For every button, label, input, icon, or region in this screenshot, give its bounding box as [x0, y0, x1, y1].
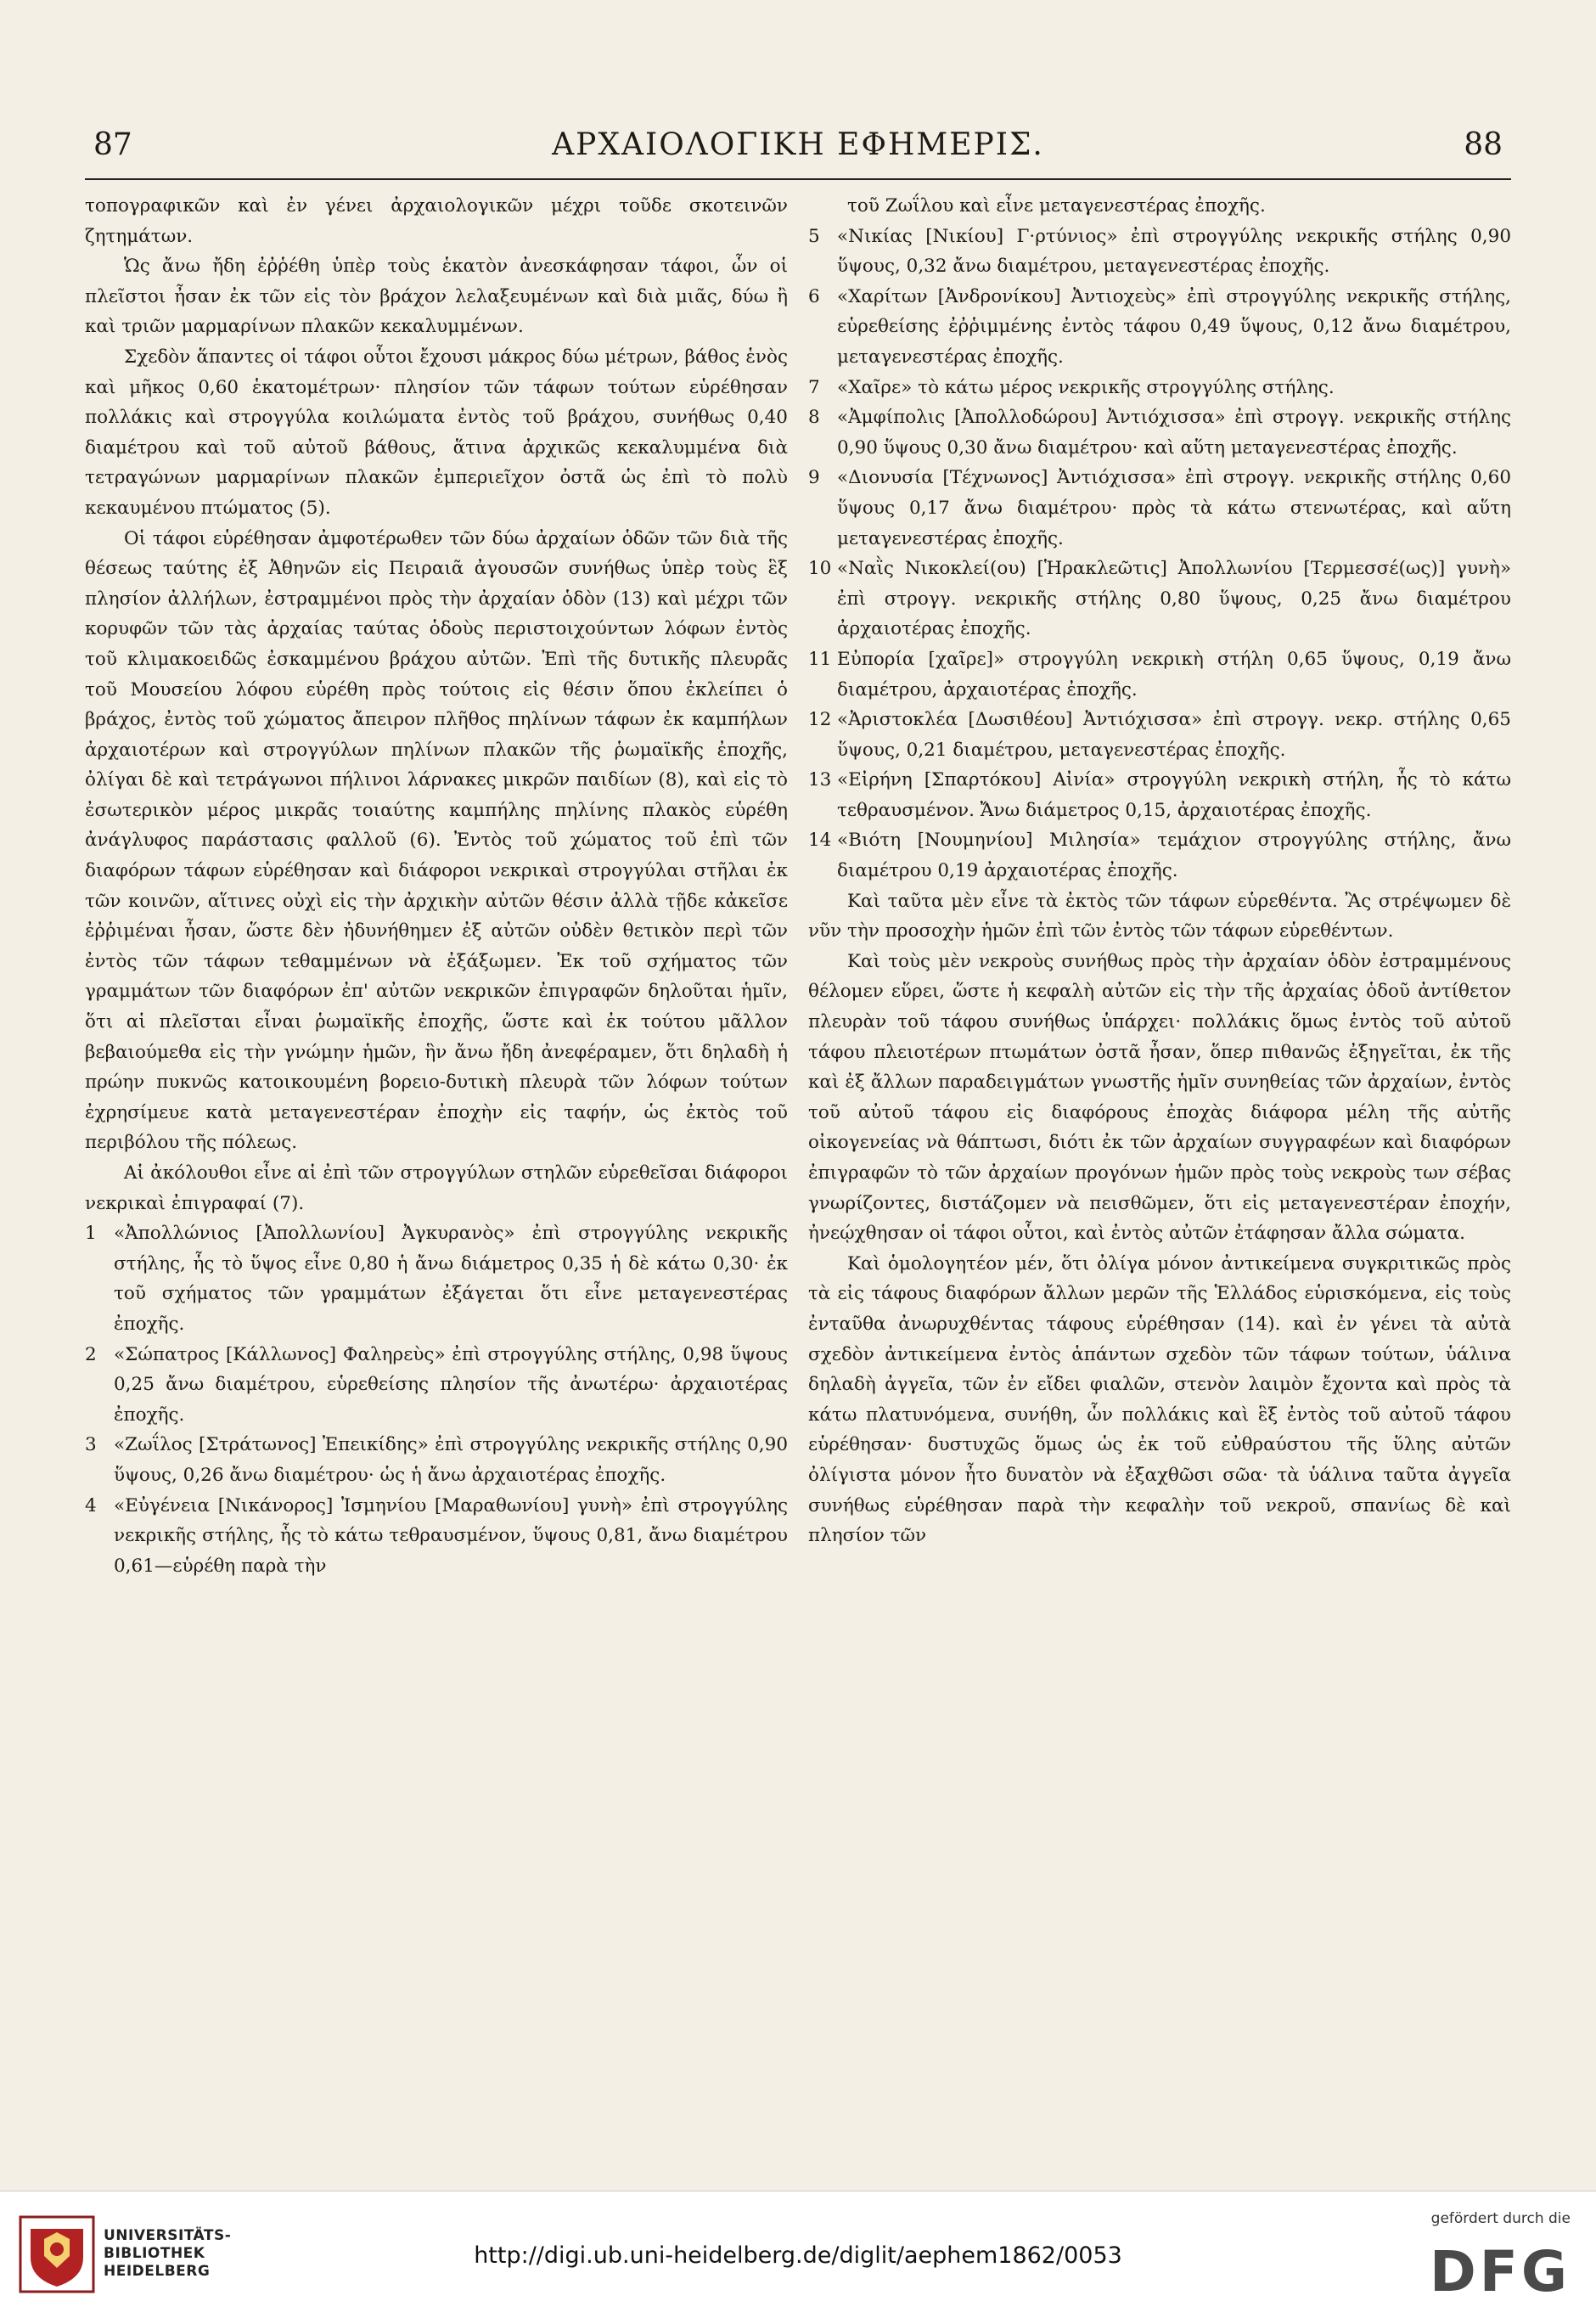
- inscription-item: [808, 282, 1511, 373]
- right-column: [808, 191, 1511, 1551]
- paragraph: Καὶ ταῦτα μὲν εἶνε τὰ ἐκτὸς τῶν τάφων εὑρεθέντα. Ἂς στρέψωμεν δὲ νῦν τὴν προσοχὴν ἡμῶν ἐπὶ τῶν ἐντὸς τῶν τάφων εὑρεθέντων.: [808, 890, 1511, 942]
- inscription-item: [808, 765, 1511, 825]
- item-text: «Χαῖρε» τὸ κάτω μέρος νεκρικῆς στρογγύλης στήλης.: [837, 376, 1335, 398]
- inscription-item: [808, 463, 1511, 554]
- item-number: 8: [808, 407, 820, 429]
- item-number: 2: [85, 1343, 97, 1365]
- paragraph: Ὡς ἄνω ἤδη ἐῤῥέθη ὑπὲρ τοὺς ἑκατὸν ἀνεσκάφησαν τάφοι, ὧν οἱ πλεῖστοι ἦσαν ἐκ τῶν εἰς τὸν βράχον λελαξευμένων καὶ διὰ μιᾶς, δύω ἢ καὶ τριῶν μαρμαρίνων πλακῶν κεκαλυμμένων.: [85, 256, 788, 338]
- header-rule: [85, 178, 1511, 180]
- paragraph: τοπογραφικῶν καὶ ἐν γένει ἀρχαιολογικῶν μέχρι τοῦδε σκοτεινῶν ζητημάτων.: [85, 195, 788, 247]
- item-number: 9: [808, 467, 820, 489]
- item-number: 6: [808, 285, 820, 307]
- dfg-logo: DFG: [1429, 2239, 1571, 2304]
- inscription-item: [808, 373, 1511, 403]
- inscription-item: [85, 1491, 788, 1582]
- item-text: «Εἰρήνη [Σπαρτόκου] Αἰνία» στρογγύλη νεκρικὴ στήλη, ἧς τὸ κάτω τεθραυσμένον. Ἄνω διάμετρος 0,15, ἀρχαιοτέρας ἐποχῆς.: [837, 769, 1511, 821]
- item-text: «Ἀριστοκλέα [Δωσιθέου] Ἀντιόχισσα» ἐπὶ στρογγ. νεκρ. στήλης 0,65 ὕψους, 0,21 διαμέτρου, μεταγενεστέρας ἐποχῆς.: [837, 709, 1511, 761]
- item-text: «Εὐγένεια [Νικάνορος] Ἰσμηνίου [Μαραθωνίου] γυνὴ» ἐπὶ στρογγύλης νεκρικῆς στήλης, ἧς τὸ κάτω τεθραυσμένον, ὕψους 0,81, ἄνω διαμέτρου 0,61—εὑρέθη παρὰ τὴν: [114, 1494, 788, 1577]
- item-number: 5: [808, 225, 820, 247]
- item-number: 1: [85, 1223, 97, 1245]
- item-text: Εὐπορία [χαῖρε]» στρογγύλη νεκρικὴ στήλη 0,65 ὕψους, 0,19 ἄνω διαμέτρου, ἀρχαιοτέρας ἐποχῆς.: [837, 648, 1511, 700]
- paragraph: Καὶ ὁμολογητέον μέν, ὅτι ὀλίγα μόνον ἀντικείμενα συγκριτικῶς πρὸς τὰ εἰς τάφους διαφόρων ἄλλων μερῶν τῆς Ἑλλάδος εὑρισκόμενα, εἰς τοὺς ἐνταῦθα ἀνωρυχθέντας τάφους εὑρέθησαν (14). καὶ ἐν γένει τὰ αὐτὰ σχεδὸν ἀντικείμενα ἐντὸς ἁπάντων σχεδὸν τῶν τάφων τούτων, ὑάλινα δηλαδὴ ἀγγεῖα, τῶν ἐν εἴδει φιαλῶν, στενὸν λαιμὸν ἔχοντα καὶ πρὸς τὰ κάτω πλατυνόμενα, συνήθη, ὧν πολλάκις καὶ ἓξ ἐντὸς τοῦ αὐτοῦ τάφου εὑρέθησαν· δυστυχῶς ὅμως ὡς ἐκ τοῦ εὐθραύστου τῆς ὕλης αὐτῶν ὀλίγιστα μόνον ἦτο δυνατὸν νὰ ἐξαχθῶσι σῶα· τὰ ὑάλινα ταῦτα ἀγγεῖα συνήθως εὑρέθησαν παρὰ τὴν κεφαλὴν τοῦ νεκροῦ, σπανίως δὲ καὶ πλησίον τῶν: [808, 1252, 1511, 1547]
- running-title: ΑΡΧΑΙΟΛΟΓΙΚΗ ΕΦΗΜΕΡΙΣ.: [552, 127, 1044, 162]
- item-number: 4: [85, 1494, 97, 1516]
- item-text: «Ζωΐλος [Στράτωνος] Ἐπεικίδης» ἐπὶ στρογγύλης νεκρικῆς στήλης 0,90 ὕψους, 0,26 ἄνω διαμέτρου· ὡς ἡ ἄνω ἀρχαιοτέρας ἐποχῆς.: [114, 1434, 788, 1486]
- inscription-item: [85, 1340, 788, 1431]
- source-url-link[interactable]: http://digi.ub.uni-heidelberg.de/diglit/aephem1862/0053: [474, 2242, 1122, 2269]
- item-number: 14: [808, 830, 832, 852]
- inscription-item: [808, 402, 1511, 463]
- footer-bar: [0, 2191, 1596, 2318]
- item-number: 3: [85, 1434, 97, 1456]
- funding-note: gefördert durch die: [1430, 2210, 1571, 2227]
- item-number: 13: [808, 769, 832, 791]
- item-text: «Ἀμφίπολις [Ἀπολλοδώρου] Ἀντιόχισσα» ἐπὶ στρογγ. νεκρικῆς στήλης 0,90 ὕψους 0,30 ἄνω διαμέτρου· καὶ αὕτη μεταγενεστέρας ἐποχῆς.: [837, 407, 1511, 459]
- item-text: «Διονυσία [Τέχνωνος] Ἀντιόχισσα» ἐπὶ στρογγ. νεκρικῆς στήλης 0,60 ὕψους 0,17 ἄνω διαμέτρου· πρὸς τὰ κάτω στενωτέρας, καὶ αὕτη μεταγενεστέρας ἐποχῆς.: [837, 467, 1511, 549]
- university-library-name: UNIVERSITÄTS- BIBLIOTHEK HEIDELBERG: [104, 2227, 232, 2280]
- item-number: 12: [808, 709, 832, 731]
- paragraph: Οἱ τάφοι εὑρέθησαν ἀμφοτέρωθεν τῶν δύω ἀρχαίων ὁδῶν τῶν διὰ τῆς θέσεως ταύτης ἐξ Ἀθηνῶν εἰς Πειραιᾶ ἀγουσῶν συνήθως ὑπὲρ τοὺς ἓξ πλησίον ἀλλήλων, ἐστραμμένοι πρὸς τὴν ἀρχαίαν ὁδὸν (13) καὶ μέχρι τῶν κορυφῶν τῶν τὰς ἀρχαίας ταύτας ὁδοὺς περιστοιχούντων λόφων ἐντὸς τοῦ κλιμακοειδῶς ἐσκαμμένου βράχου αὐτῶν. Ἐπὶ τῆς δυτικῆς πλευρᾶς τοῦ Μουσείου λόφου εὑρέθη πρὸς τούτοις εἰς θέσιν ὅπου ἐκλείπει ὁ βράχος, ἐντὸς τοῦ χώματος ἄπειρον πλῆθος πηλίνων τάφων ἐκ καμπήλων ἀρχαιοτέρων καὶ στρογγύλων πηλίνων πλακῶν τῆς ῥωμαϊκῆς ἐποχῆς, ὀλίγαι δὲ καὶ τετράγωνοι πήλινοι λάρνακες μικρῶν παιδίων (8), καὶ εἰς τὸ ἐσωτερικὸν μέρος μικρᾶς τοιαύτης καμπήλης πηλίνης πλακὸς εὑρέθη ἀνάγλυφος παράστασις φαλλοῦ (6). Ἐντὸς τοῦ χώματος τοῦ ἐπὶ τῶν διαφόρων τάφων εὑρέθησαν καὶ διάφοροι νεκρικαὶ στρογγύλαι στῆλαι ἐκ τῶν κοινῶν, αἵτινες οὐχὶ εἰς τὴν ἀρχικὴν αὐτῶν θέσιν ἀλλὰ τῇδε κἀκεῖσε ἐῤῥιμέναι ἦσαν, ὥστε δὲν ἠδυνήθημεν ἐξ αὐτῶν οὐδὲν θετικὸν περὶ τῶν ἐντὸς τῶν τάφων τεθαμμένων νὰ ἐξάξωμεν. Ἐκ τοῦ σχήματος τῶν γραμμάτων τῶν διαφόρων ἐπ' αὐτῶν νεκρικῶν ἐπιγραφῶν δηλοῦται ἡμῖν, ὅτι αἱ πλεῖσται εἶναι ῥωμαϊκῆς ἐποχῆς, ὥστε καὶ ἐκ τούτου μᾶλλον βεβαιούμεθα εἰς τὴν γνώμην ἡμῶν, ἣν ἄνω ἤδη ἀνεφέραμεν, ὅτι δηλαδὴ ἡ πρώην πυκνῶς κατοικουμένη βορειο-δυτικὴ πλευρὰ τῶν λόφων τούτων ἐχρησίμευε κατὰ μεταγενεστέραν ἐποχὴν εἰς ταφήν, ὡς ἐκτὸς τοῦ περιβόλου τῆς πόλεως.: [85, 527, 788, 1154]
- paragraph: Σχεδὸν ἅπαντες οἱ τάφοι οὗτοι ἔχουσι μάκρος δύω μέτρων, βάθος ἑνὸς καὶ μῆκος 0,60 ἑκατομέτρων· πλησίον τῶν τάφων τούτων εὑρέθησαν πολλάκις καὶ στρογγύλα κοιλώματα ἐντὸς τοῦ βράχου, συνήθως 0,40 διαμέτρου καὶ τοῦ αὐτοῦ βάθους, ἅτινα ἀρχικῶς κεκαλυμμένα διὰ τετραγώνων μαρμαρίνων πλακῶν ἐμπεριεῖχον ὀστᾶ ὡς ἐπὶ τὸ πολὺ κεκαυμένου πτώματος (5).: [85, 346, 788, 519]
- item-number: 10: [808, 558, 832, 580]
- item-text: «Σώπατρος [Κάλλωνος] Φαληρεὺς» ἐπὶ στρογγύλης στήλης, 0,98 ὕψους 0,25 ἄνω διαμέτρου, εὑρεθείσης πλησίον τῆς ἀνωτέρω· ἀρχαιοτέρας ἐποχῆς.: [114, 1343, 788, 1426]
- paragraph: Αἱ ἀκόλουθοι εἶνε αἱ ἐπὶ τῶν στρογγύλων στηλῶν εὑρεθεῖσαι διάφοροι νεκρικαὶ ἐπιγραφαί (7).: [85, 1162, 788, 1214]
- inscription-item: [808, 222, 1511, 282]
- running-header: [85, 127, 1511, 178]
- inscription-item: [808, 554, 1511, 644]
- item-text: «Νικίας [Νικίου] Γ·ρτύνιος» ἐπὶ στρογγύλης νεκρικῆς στήλης 0,90 ὕψους, 0,32 ἄνω διαμέτρου, μεταγενεστέρας ἐποχῆς.: [837, 225, 1511, 278]
- left-column: [85, 191, 788, 1581]
- item-text: «Ἀπολλώνιος [Ἀπολλωνίου] Ἀγκυρανὸς» ἐπὶ στρογγύλης νεκρικῆς στήλης, ἧς τὸ ὕψος εἶνε 0,80 ἡ ἄνω διάμετρος 0,35 ἡ δὲ κάτω 0,30· ἐκ τοῦ σχήματος τῶν γραμμάτων ἐξάγεται ὅτι εἶνε μεταγενεστέρας ἐποχῆς.: [114, 1223, 788, 1335]
- inscription-item: [85, 1218, 788, 1339]
- paragraph: Καὶ τοὺς μὲν νεκροὺς συνήθως πρὸς τὴν ἀρχαίαν ὁδὸν ἐστραμμένους θέλομεν εὕρει, ὥστε ἡ κεφαλὴ αὐτῶν εἰς τὴν τῆς ἀρχαίας ὁδοῦ ἀντίθετον πλευρὰν τοῦ τάφου συνήθως ὑπάρχει· πολλάκις ὅμως ἐντὸς τοῦ αὐτοῦ τάφου πλειοτέρων πτωμάτων ὀστᾶ ἦσαν, ὅπερ πιθανῶς ἐξηγεῖται, ἐκ τῆς καὶ ἐξ ἄλλων παραδειγμάτων γνωστῆς ἡμῖν συνηθείας τῶν ἀρχαίων, ἐντὸς τοῦ αὐτοῦ τάφου εἰς διαφόρους ἐποχὰς διάφορα μέλη τῆς αὐτῆς οἰκογενείας νὰ θάπτωσι, διότι ἐκ τῶν ἀρχαίων συγγραφέων καὶ διαφόρων ἐπιγραφῶν τὸ τῶν ἀρχαίων προγόνων ἡμῶν πρὸς τοὺς νεκροὺς των σέβας γνωρίζοντες, διστάζομεν νὰ πεισθῶμεν, ὅτι εἰς μεταγενεστέραν ἐποχήν, ἠνεῴχθησαν οἱ τάφοι οὗτοι, καὶ ἐντὸς αὐτῶν ἐτάφησαν ἄλλα σώματα.: [808, 950, 1511, 1245]
- inscription-item: [808, 705, 1511, 765]
- inscription-item: [85, 1430, 788, 1490]
- item-number: 7: [808, 376, 820, 398]
- page-number-right: 88: [1464, 127, 1503, 162]
- item-text: «Βιότη [Νουμηνίου] Μιλησία» τεμάχιον στρογγύλης στήλης, ἄνω διαμέτρου 0,19 ἀρχαιοτέρας ἐποχῆς.: [837, 830, 1511, 882]
- page-number-left: 87: [93, 127, 132, 162]
- item-text: «Χαρίτων [Ἀνδρονίκου] Ἀντιοχεὺς» ἐπὶ στρογγύλης νεκρικῆς στήλης, εὑρεθείσης ἐῤῥιμμένης ἐντὸς τάφου 0,49 ὕψους, 0,12 ἄνω διαμέτρου, μεταγενεστέρας ἐποχῆς.: [837, 285, 1511, 368]
- item-text: «Ναῒς Νικοκλεί(ου) [Ἡρακλεῶτις] Ἀπολλωνίου [Τερμεσσέ(ως)] γυνὴ» ἐπὶ στρογγ. νεκρικῆς στήλης 0,80 ὕψους, 0,25 ἄνω διαμέτρου ἀρχαιοτέρας ἐποχῆς.: [837, 558, 1511, 640]
- paragraph: τοῦ Ζωΐλου καὶ εἶνε μεταγενεστέρας ἐποχῆς.: [847, 195, 1266, 217]
- inscription-item: [808, 644, 1511, 705]
- item-number: 11: [808, 648, 832, 670]
- inscription-item: [808, 825, 1511, 886]
